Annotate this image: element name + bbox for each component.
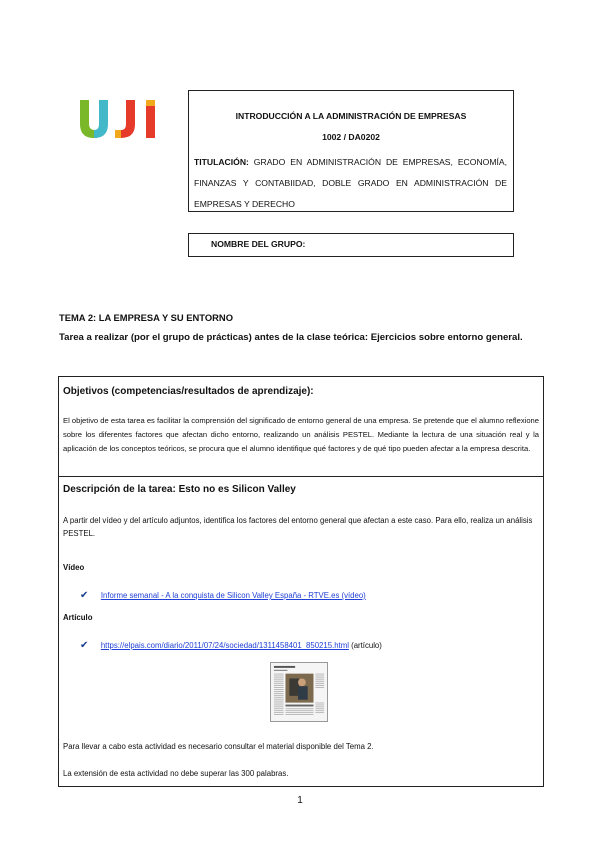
logo-j-tail xyxy=(115,130,121,138)
video-link[interactable]: Informe semanal - A la conquista de Silicon Valley España - RTVE.es (vídeo) xyxy=(100,591,366,600)
task-box-divider xyxy=(58,476,544,477)
video-item xyxy=(80,585,366,603)
group-name-box[interactable] xyxy=(188,233,514,257)
video-label: Vídeo xyxy=(63,563,85,572)
length-limit-note: La extensión de esta actividad no debe superar las 300 palabras. xyxy=(63,769,289,778)
objectives-heading: Objetivos (competencias/resultados de aprendizaje): xyxy=(63,386,314,397)
titulacion-label: TITULACIÓN: xyxy=(194,157,249,167)
article-suffix: (artículo) xyxy=(348,641,382,650)
task-statement: Tarea a realizar (por el grupo de prácticas) antes de la clase teórica: Ejercicios sobre entorno general. xyxy=(59,332,523,343)
logo-i-top xyxy=(146,100,155,106)
logo-u-right xyxy=(94,100,108,138)
article-item xyxy=(80,635,382,653)
titulacion-text: GRADO EN ADMINISTRACIÓN DE EMPRESAS, ECONOMÍA, FINANZAS Y CONTABIIDAD, DOBLE GRADO EN ADMINISTRACIÓN DE EMPRESAS Y DERECHO xyxy=(194,157,507,209)
check-icon: ✔ xyxy=(80,640,89,651)
page-number: 1 xyxy=(297,795,303,806)
course-header-box xyxy=(188,90,514,212)
group-name-label: NOMBRE DEL GRUPO: xyxy=(211,239,306,249)
requirement-note: Para llevar a cabo esta actividad es necesario consultar el material disponible del Tema 2. xyxy=(63,742,374,751)
uji-logo xyxy=(78,98,178,138)
description-text: A partir del vídeo y del artículo adjuntos, identifica los factores del entorno general que afectan a este caso. Para ello, realiza un análisis PESTEL. xyxy=(63,516,533,538)
topic-title: TEMA 2: LA EMPRESA Y SU ENTORNO xyxy=(59,312,233,323)
check-icon: ✔ xyxy=(80,590,89,601)
description-heading: Descripción de la tarea: Esto no es Silicon Valley xyxy=(63,484,296,495)
article-link[interactable]: https://elpais.com/diario/2011/07/24/sociedad/1311458401_850215.html xyxy=(100,641,349,650)
article-label: Artículo xyxy=(63,613,93,622)
course-title: INTRODUCCIÓN A LA ADMINISTRACIÓN DE EMPRESAS xyxy=(235,111,467,121)
titulacion xyxy=(194,152,507,215)
course-code: 1002 / DA0202 xyxy=(322,132,380,142)
objectives-text: El objetivo de esta tarea es facilitar la comprensión del significado de entorno general de una empresa. Se pretende que el alumno reflexione sobre los diferentes factores que afectan dicho entorno, realizando un análisis PESTEL. Mediante la lectura de una situación real y la aplicación de los conceptos teóricos, se procura que el alumno identifique qué factores y de qué tipo pueden afectar a la empresa descrita. xyxy=(63,416,539,453)
article-thumbnail-image xyxy=(270,662,328,722)
